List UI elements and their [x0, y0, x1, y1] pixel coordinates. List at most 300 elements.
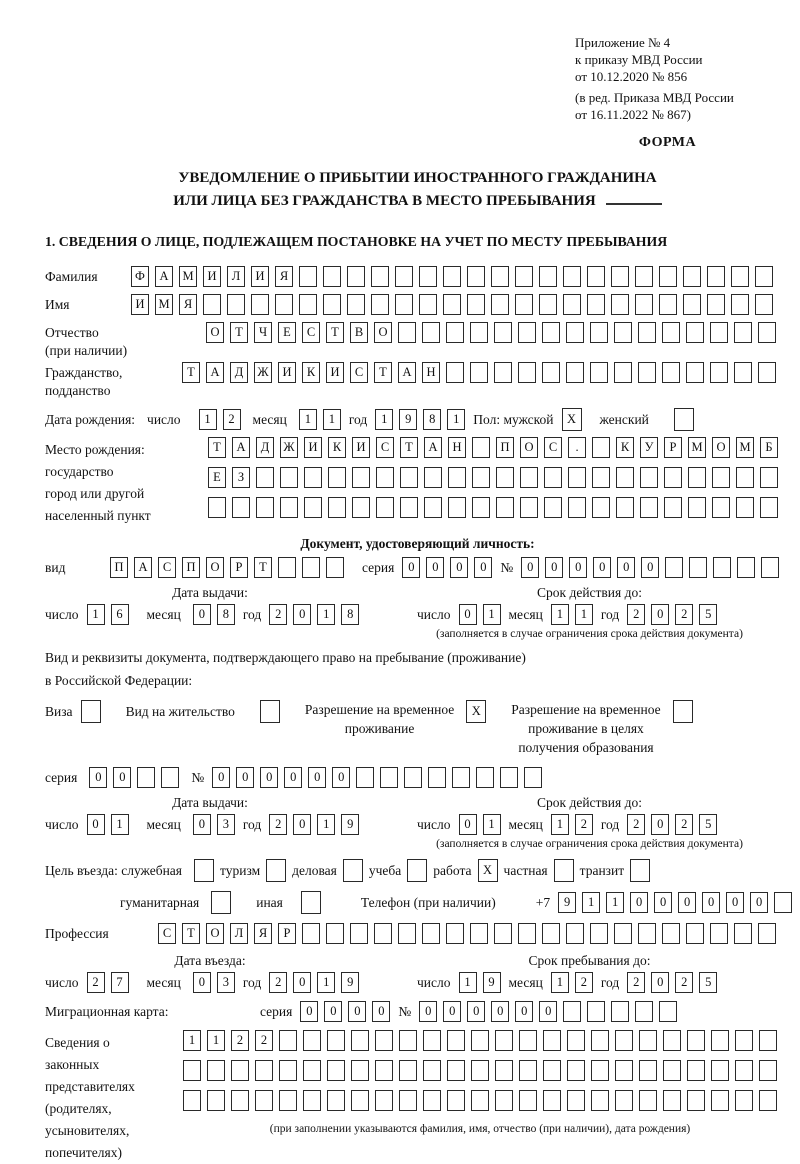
char-cell[interactable]: [494, 362, 512, 383]
char-cell[interactable]: 7: [111, 972, 129, 993]
char-cell[interactable]: [587, 294, 605, 315]
char-cell[interactable]: 2: [675, 604, 693, 625]
char-cell[interactable]: 0: [300, 1001, 318, 1022]
char-cell[interactable]: [731, 266, 749, 287]
char-cell[interactable]: [279, 1030, 297, 1051]
char-cell[interactable]: [774, 892, 792, 913]
char-cell[interactable]: [424, 497, 442, 518]
char-cell[interactable]: [398, 923, 416, 944]
char-cell[interactable]: 5: [699, 814, 717, 835]
char-cell[interactable]: Р: [230, 557, 248, 578]
char-cell[interactable]: 1: [199, 409, 217, 430]
char-cell[interactable]: [280, 497, 298, 518]
char-cell[interactable]: [664, 497, 682, 518]
char-cell[interactable]: 0: [467, 1001, 485, 1022]
char-cell[interactable]: 0: [459, 604, 477, 625]
char-cell[interactable]: [446, 322, 464, 343]
char-cell[interactable]: [635, 294, 653, 315]
char-cell[interactable]: 6: [111, 604, 129, 625]
char-cell[interactable]: 1: [317, 972, 335, 993]
char-cell[interactable]: 0: [443, 1001, 461, 1022]
char-cell[interactable]: [711, 1090, 729, 1111]
char-cell[interactable]: 0: [212, 767, 230, 788]
char-cell[interactable]: [304, 497, 322, 518]
char-cell[interactable]: [496, 467, 514, 488]
char-cell[interactable]: [398, 322, 416, 343]
char-cell[interactable]: [563, 1001, 581, 1022]
char-cell[interactable]: [399, 1090, 417, 1111]
char-cell[interactable]: [734, 322, 752, 343]
char-cell[interactable]: [395, 266, 413, 287]
char-cell[interactable]: [638, 362, 656, 383]
char-cell[interactable]: [494, 923, 512, 944]
char-cell[interactable]: Л: [227, 266, 245, 287]
char-cell[interactable]: [352, 467, 370, 488]
char-cell[interactable]: Т: [182, 923, 200, 944]
char-cell[interactable]: [255, 1060, 273, 1081]
char-cell[interactable]: [447, 1030, 465, 1051]
char-cell[interactable]: 3: [217, 972, 235, 993]
char-cell[interactable]: 0: [293, 814, 311, 835]
char-cell[interactable]: О: [712, 437, 730, 458]
char-cell[interactable]: 0: [308, 767, 326, 788]
char-cell[interactable]: 0: [651, 972, 669, 993]
char-cell[interactable]: 5: [699, 604, 717, 625]
char-cell[interactable]: 0: [651, 814, 669, 835]
char-cell[interactable]: 0: [678, 892, 696, 913]
char-cell[interactable]: [543, 1030, 561, 1051]
char-cell[interactable]: 0: [89, 767, 107, 788]
char-cell[interactable]: У: [640, 437, 658, 458]
char-cell[interactable]: [614, 362, 632, 383]
char-cell[interactable]: [542, 923, 560, 944]
char-cell[interactable]: [710, 923, 728, 944]
char-cell[interactable]: [519, 1030, 537, 1051]
char-cell[interactable]: [303, 1060, 321, 1081]
char-cell[interactable]: [327, 1060, 345, 1081]
char-cell[interactable]: 0: [284, 767, 302, 788]
char-cell[interactable]: [376, 467, 394, 488]
char-cell[interactable]: 0: [450, 557, 468, 578]
char-cell[interactable]: [303, 1030, 321, 1051]
char-cell[interactable]: 1: [317, 604, 335, 625]
char-cell[interactable]: [639, 1060, 657, 1081]
char-cell[interactable]: [611, 294, 629, 315]
char-cell[interactable]: [665, 557, 683, 578]
char-cell[interactable]: [639, 1030, 657, 1051]
char-cell[interactable]: [640, 467, 658, 488]
char-cell[interactable]: [542, 362, 560, 383]
char-cell[interactable]: 0: [474, 557, 492, 578]
char-cell[interactable]: [494, 322, 512, 343]
char-cell[interactable]: [452, 767, 470, 788]
char-cell[interactable]: [351, 1060, 369, 1081]
char-cell[interactable]: [448, 497, 466, 518]
char-cell[interactable]: [543, 1060, 561, 1081]
char-cell[interactable]: [568, 467, 586, 488]
char-cell[interactable]: Н: [422, 362, 440, 383]
char-cell[interactable]: 1: [323, 409, 341, 430]
char-cell[interactable]: С: [158, 923, 176, 944]
char-cell[interactable]: [327, 1090, 345, 1111]
char-cell[interactable]: 0: [372, 1001, 390, 1022]
char-cell[interactable]: Т: [374, 362, 392, 383]
char-cell[interactable]: 2: [87, 972, 105, 993]
char-cell[interactable]: К: [616, 437, 634, 458]
char-cell[interactable]: [731, 294, 749, 315]
char-cell[interactable]: [736, 467, 754, 488]
char-cell[interactable]: 1: [483, 814, 501, 835]
char-cell[interactable]: [639, 1090, 657, 1111]
char-cell[interactable]: А: [424, 437, 442, 458]
char-cell[interactable]: [356, 767, 374, 788]
char-cell[interactable]: [515, 266, 533, 287]
char-cell[interactable]: П: [496, 437, 514, 458]
char-cell[interactable]: О: [206, 322, 224, 343]
char-cell[interactable]: [275, 294, 293, 315]
visa-checkbox[interactable]: [81, 700, 101, 723]
char-cell[interactable]: [542, 322, 560, 343]
char-cell[interactable]: [590, 923, 608, 944]
char-cell[interactable]: [347, 266, 365, 287]
char-cell[interactable]: [471, 1030, 489, 1051]
char-cell[interactable]: [446, 362, 464, 383]
char-cell[interactable]: [448, 467, 466, 488]
char-cell[interactable]: 0: [630, 892, 648, 913]
char-cell[interactable]: [687, 1060, 705, 1081]
rvp-checkbox[interactable]: X: [466, 700, 486, 723]
char-cell[interactable]: [663, 1030, 681, 1051]
char-cell[interactable]: О: [374, 322, 392, 343]
char-cell[interactable]: [760, 467, 778, 488]
char-cell[interactable]: [323, 294, 341, 315]
char-cell[interactable]: [472, 467, 490, 488]
char-cell[interactable]: О: [206, 923, 224, 944]
char-cell[interactable]: [279, 1090, 297, 1111]
char-cell[interactable]: [231, 1060, 249, 1081]
other-checkbox[interactable]: [301, 891, 321, 914]
char-cell[interactable]: 0: [702, 892, 720, 913]
char-cell[interactable]: 9: [341, 814, 359, 835]
char-cell[interactable]: 8: [217, 604, 235, 625]
char-cell[interactable]: О: [206, 557, 224, 578]
char-cell[interactable]: А: [134, 557, 152, 578]
char-cell[interactable]: [328, 497, 346, 518]
char-cell[interactable]: [591, 1060, 609, 1081]
char-cell[interactable]: [422, 322, 440, 343]
char-cell[interactable]: [323, 266, 341, 287]
char-cell[interactable]: [616, 497, 634, 518]
char-cell[interactable]: 2: [269, 814, 287, 835]
char-cell[interactable]: Ж: [254, 362, 272, 383]
char-cell[interactable]: [735, 1030, 753, 1051]
char-cell[interactable]: [659, 266, 677, 287]
char-cell[interactable]: [423, 1030, 441, 1051]
char-cell[interactable]: [663, 1090, 681, 1111]
char-cell[interactable]: [712, 497, 730, 518]
char-cell[interactable]: 0: [236, 767, 254, 788]
char-cell[interactable]: [735, 1090, 753, 1111]
char-cell[interactable]: [443, 294, 461, 315]
char-cell[interactable]: 2: [223, 409, 241, 430]
char-cell[interactable]: [183, 1060, 201, 1081]
char-cell[interactable]: [614, 322, 632, 343]
char-cell[interactable]: [567, 1060, 585, 1081]
char-cell[interactable]: 1: [551, 604, 569, 625]
char-cell[interactable]: Т: [326, 322, 344, 343]
char-cell[interactable]: [470, 362, 488, 383]
char-cell[interactable]: И: [203, 266, 221, 287]
char-cell[interactable]: 0: [193, 814, 211, 835]
char-cell[interactable]: [683, 294, 701, 315]
char-cell[interactable]: [615, 1060, 633, 1081]
char-cell[interactable]: [400, 497, 418, 518]
char-cell[interactable]: М: [688, 437, 706, 458]
char-cell[interactable]: [758, 923, 776, 944]
char-cell[interactable]: С: [544, 437, 562, 458]
char-cell[interactable]: М: [179, 266, 197, 287]
char-cell[interactable]: [567, 1030, 585, 1051]
char-cell[interactable]: 8: [423, 409, 441, 430]
char-cell[interactable]: [299, 294, 317, 315]
char-cell[interactable]: [470, 322, 488, 343]
char-cell[interactable]: 1: [447, 409, 465, 430]
char-cell[interactable]: [428, 767, 446, 788]
char-cell[interactable]: [302, 557, 320, 578]
char-cell[interactable]: 0: [426, 557, 444, 578]
char-cell[interactable]: [758, 322, 776, 343]
char-cell[interactable]: 2: [627, 814, 645, 835]
char-cell[interactable]: [519, 1090, 537, 1111]
rvp-education-checkbox[interactable]: [673, 700, 693, 723]
char-cell[interactable]: 9: [341, 972, 359, 993]
char-cell[interactable]: [736, 497, 754, 518]
char-cell[interactable]: [707, 294, 725, 315]
char-cell[interactable]: 0: [545, 557, 563, 578]
char-cell[interactable]: [347, 294, 365, 315]
char-cell[interactable]: [255, 1090, 273, 1111]
char-cell[interactable]: 0: [593, 557, 611, 578]
char-cell[interactable]: [615, 1030, 633, 1051]
char-cell[interactable]: [304, 467, 322, 488]
char-cell[interactable]: [207, 1060, 225, 1081]
char-cell[interactable]: [759, 1060, 777, 1081]
char-cell[interactable]: 0: [87, 814, 105, 835]
char-cell[interactable]: [302, 923, 320, 944]
char-cell[interactable]: [350, 923, 368, 944]
char-cell[interactable]: 2: [231, 1030, 249, 1051]
char-cell[interactable]: 0: [750, 892, 768, 913]
char-cell[interactable]: 1: [582, 892, 600, 913]
char-cell[interactable]: Ж: [280, 437, 298, 458]
char-cell[interactable]: [539, 294, 557, 315]
char-cell[interactable]: Т: [230, 322, 248, 343]
char-cell[interactable]: 0: [348, 1001, 366, 1022]
char-cell[interactable]: [380, 767, 398, 788]
char-cell[interactable]: [707, 266, 725, 287]
char-cell[interactable]: [567, 1090, 585, 1111]
char-cell[interactable]: [467, 266, 485, 287]
work-checkbox[interactable]: X: [478, 859, 498, 882]
char-cell[interactable]: Т: [208, 437, 226, 458]
char-cell[interactable]: [711, 1030, 729, 1051]
char-cell[interactable]: [446, 923, 464, 944]
char-cell[interactable]: Я: [179, 294, 197, 315]
char-cell[interactable]: [616, 467, 634, 488]
char-cell[interactable]: [495, 1030, 513, 1051]
char-cell[interactable]: 0: [515, 1001, 533, 1022]
char-cell[interactable]: [518, 322, 536, 343]
char-cell[interactable]: 1: [207, 1030, 225, 1051]
char-cell[interactable]: И: [326, 362, 344, 383]
char-cell[interactable]: К: [328, 437, 346, 458]
char-cell[interactable]: 0: [617, 557, 635, 578]
char-cell[interactable]: 9: [483, 972, 501, 993]
char-cell[interactable]: Ф: [131, 266, 149, 287]
char-cell[interactable]: 1: [111, 814, 129, 835]
private-checkbox[interactable]: [554, 859, 574, 882]
char-cell[interactable]: [183, 1090, 201, 1111]
char-cell[interactable]: [663, 1060, 681, 1081]
char-cell[interactable]: [419, 294, 437, 315]
char-cell[interactable]: [256, 467, 274, 488]
char-cell[interactable]: [351, 1030, 369, 1051]
char-cell[interactable]: [687, 1090, 705, 1111]
char-cell[interactable]: Т: [254, 557, 272, 578]
char-cell[interactable]: [495, 1060, 513, 1081]
char-cell[interactable]: [207, 1090, 225, 1111]
char-cell[interactable]: [400, 467, 418, 488]
char-cell[interactable]: [566, 322, 584, 343]
char-cell[interactable]: 2: [675, 972, 693, 993]
char-cell[interactable]: [520, 467, 538, 488]
char-cell[interactable]: [471, 1060, 489, 1081]
char-cell[interactable]: С: [376, 437, 394, 458]
char-cell[interactable]: [638, 322, 656, 343]
char-cell[interactable]: Б: [760, 437, 778, 458]
char-cell[interactable]: 1: [551, 814, 569, 835]
char-cell[interactable]: 1: [483, 604, 501, 625]
char-cell[interactable]: Ч: [254, 322, 272, 343]
char-cell[interactable]: О: [520, 437, 538, 458]
char-cell[interactable]: [328, 467, 346, 488]
char-cell[interactable]: 0: [193, 604, 211, 625]
char-cell[interactable]: П: [110, 557, 128, 578]
char-cell[interactable]: М: [155, 294, 173, 315]
female-checkbox[interactable]: [674, 408, 694, 431]
char-cell[interactable]: [500, 767, 518, 788]
char-cell[interactable]: 0: [113, 767, 131, 788]
char-cell[interactable]: [659, 1001, 677, 1022]
char-cell[interactable]: [659, 294, 677, 315]
char-cell[interactable]: [614, 923, 632, 944]
char-cell[interactable]: [686, 923, 704, 944]
char-cell[interactable]: [686, 322, 704, 343]
char-cell[interactable]: [611, 1001, 629, 1022]
char-cell[interactable]: [327, 1030, 345, 1051]
char-cell[interactable]: С: [302, 322, 320, 343]
char-cell[interactable]: Р: [664, 437, 682, 458]
char-cell[interactable]: [231, 1090, 249, 1111]
char-cell[interactable]: 2: [627, 972, 645, 993]
char-cell[interactable]: 1: [183, 1030, 201, 1051]
male-checkbox[interactable]: X: [562, 408, 582, 431]
char-cell[interactable]: 0: [459, 814, 477, 835]
char-cell[interactable]: 9: [399, 409, 417, 430]
char-cell[interactable]: 2: [255, 1030, 273, 1051]
char-cell[interactable]: [352, 497, 370, 518]
char-cell[interactable]: [399, 1030, 417, 1051]
char-cell[interactable]: [447, 1090, 465, 1111]
char-cell[interactable]: К: [302, 362, 320, 383]
char-cell[interactable]: [495, 1090, 513, 1111]
char-cell[interactable]: 2: [575, 972, 593, 993]
char-cell[interactable]: [710, 362, 728, 383]
char-cell[interactable]: [374, 923, 392, 944]
char-cell[interactable]: [472, 437, 490, 458]
char-cell[interactable]: 0: [293, 972, 311, 993]
char-cell[interactable]: [662, 362, 680, 383]
char-cell[interactable]: [759, 1090, 777, 1111]
char-cell[interactable]: П: [182, 557, 200, 578]
study-checkbox[interactable]: [407, 859, 427, 882]
char-cell[interactable]: [591, 1090, 609, 1111]
char-cell[interactable]: [279, 1060, 297, 1081]
char-cell[interactable]: [515, 294, 533, 315]
char-cell[interactable]: Е: [208, 467, 226, 488]
char-cell[interactable]: [278, 557, 296, 578]
char-cell[interactable]: [371, 266, 389, 287]
char-cell[interactable]: [375, 1090, 393, 1111]
char-cell[interactable]: 1: [87, 604, 105, 625]
char-cell[interactable]: [208, 497, 226, 518]
char-cell[interactable]: [371, 294, 389, 315]
char-cell[interactable]: [566, 923, 584, 944]
char-cell[interactable]: Я: [254, 923, 272, 944]
char-cell[interactable]: [161, 767, 179, 788]
char-cell[interactable]: [203, 294, 221, 315]
char-cell[interactable]: [611, 266, 629, 287]
char-cell[interactable]: [227, 294, 245, 315]
char-cell[interactable]: [491, 266, 509, 287]
char-cell[interactable]: [688, 467, 706, 488]
char-cell[interactable]: 1: [375, 409, 393, 430]
char-cell[interactable]: М: [736, 437, 754, 458]
char-cell[interactable]: 1: [575, 604, 593, 625]
char-cell[interactable]: [689, 557, 707, 578]
char-cell[interactable]: [662, 322, 680, 343]
char-cell[interactable]: 0: [260, 767, 278, 788]
char-cell[interactable]: [734, 362, 752, 383]
char-cell[interactable]: [713, 557, 731, 578]
char-cell[interactable]: [755, 294, 773, 315]
char-cell[interactable]: .: [568, 437, 586, 458]
char-cell[interactable]: [590, 322, 608, 343]
char-cell[interactable]: [734, 923, 752, 944]
char-cell[interactable]: Д: [256, 437, 274, 458]
char-cell[interactable]: 1: [606, 892, 624, 913]
char-cell[interactable]: [590, 362, 608, 383]
char-cell[interactable]: 0: [193, 972, 211, 993]
char-cell[interactable]: 0: [539, 1001, 557, 1022]
char-cell[interactable]: [232, 497, 250, 518]
char-cell[interactable]: [518, 362, 536, 383]
char-cell[interactable]: [686, 362, 704, 383]
char-cell[interactable]: [563, 294, 581, 315]
residence-permit-checkbox[interactable]: [260, 700, 280, 723]
char-cell[interactable]: [635, 266, 653, 287]
char-cell[interactable]: [443, 266, 461, 287]
